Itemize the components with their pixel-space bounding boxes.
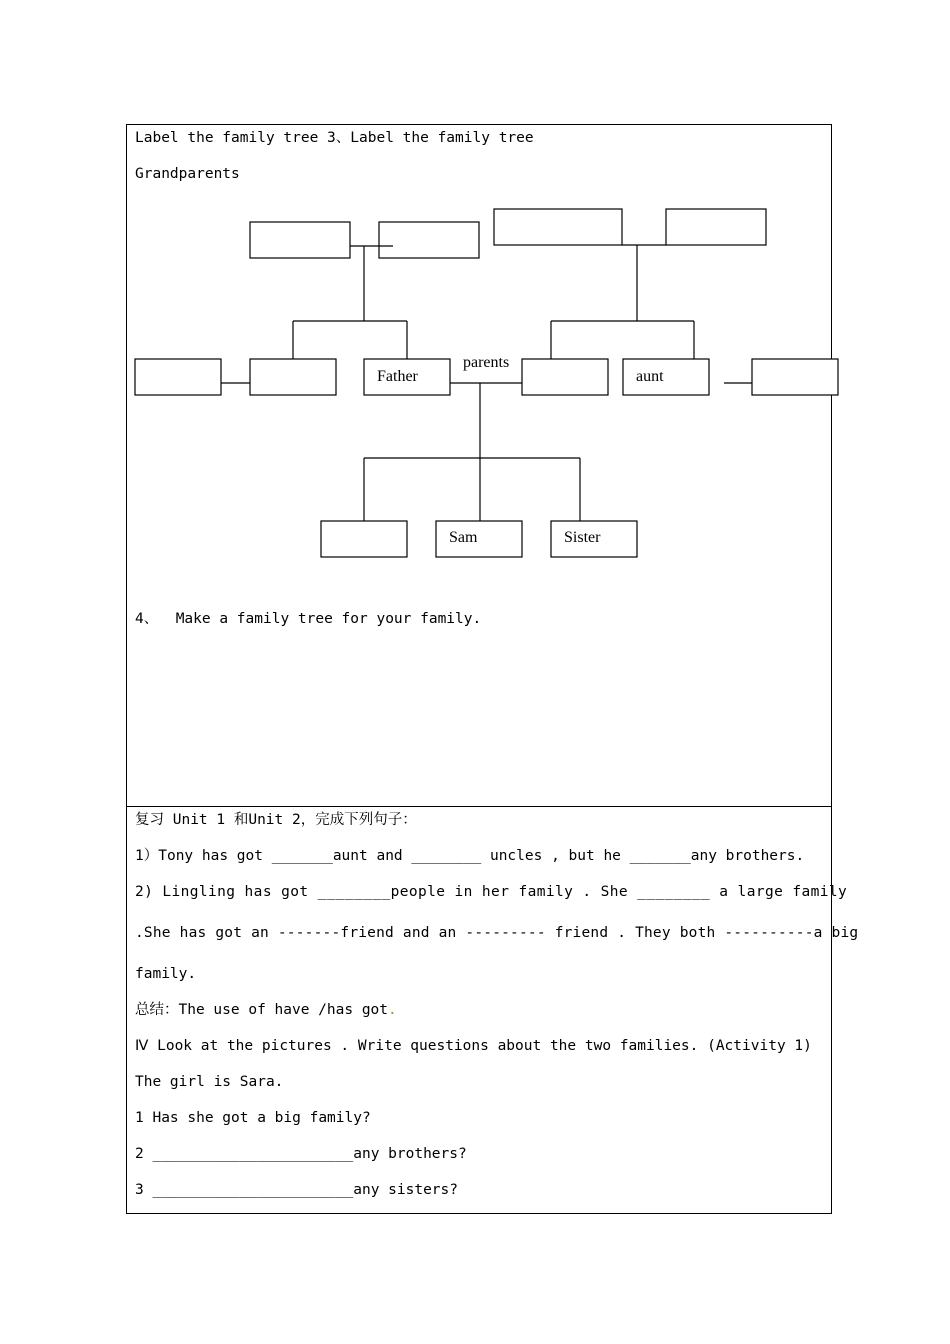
tree-box-grandparent-1[interactable] bbox=[250, 222, 350, 258]
exercise-line-4: family. bbox=[135, 966, 197, 982]
exercise-line-2: 2) Lingling has got ________people in her family . She ________ a large family bbox=[135, 884, 848, 900]
tree-box-uncle-spouse[interactable] bbox=[135, 359, 221, 395]
tree-connector-parents bbox=[364, 383, 580, 521]
girl-line: The girl is Sara. bbox=[135, 1074, 284, 1090]
activity-text-a: Ⅳ Look at the pictures . Write questions about the two bbox=[135, 1038, 620, 1054]
tree-box-grandparent-4[interactable] bbox=[666, 209, 766, 245]
question-2: 2 _______________________any brothers? bbox=[135, 1146, 467, 1162]
tree-label-father: Father bbox=[377, 368, 418, 385]
tree-box-grandparent-3[interactable] bbox=[494, 209, 622, 245]
tree-label-aunt: aunt bbox=[636, 368, 664, 385]
activity-instruction bbox=[135, 1037, 812, 1055]
tree-box-aunt-spouse[interactable] bbox=[752, 359, 838, 395]
tree-label-sister: Sister bbox=[564, 529, 601, 546]
edit-mark: . bbox=[388, 1002, 397, 1018]
activity-text-c: . (Activity 1) bbox=[689, 1038, 812, 1054]
activity-text-b: families bbox=[619, 1038, 690, 1054]
section2-heading: 复习 Unit 1 和Unit 2，完成下列句子： bbox=[135, 812, 417, 828]
tree-box-uncle[interactable] bbox=[250, 359, 336, 395]
tree-connector-right bbox=[551, 245, 694, 359]
tree-label-sam: Sam bbox=[449, 529, 478, 546]
tree-box-child-1[interactable] bbox=[321, 521, 407, 557]
grandparents-label: Grandparents bbox=[135, 166, 240, 182]
task-4-instruction: 4、 Make a family tree for your family. bbox=[135, 611, 482, 627]
exercise-line-1: 1）Tony has got _______aunt and ________ uncles , but he _______any brothers. bbox=[135, 848, 805, 864]
summary-line bbox=[135, 1001, 397, 1019]
family-tree-diagram bbox=[0, 0, 950, 600]
question-3: 3 _______________________any sisters? bbox=[135, 1182, 459, 1198]
summary-text: 总结：The use of have /has got bbox=[135, 1002, 389, 1018]
tree-label-parents: parents bbox=[463, 354, 510, 371]
section1-heading: Label the family tree 3、Label the family tree bbox=[135, 130, 534, 146]
tree-connector-left bbox=[293, 246, 407, 359]
question-1: 1 Has she got a big family? bbox=[135, 1110, 371, 1126]
tree-box-mother[interactable] bbox=[522, 359, 608, 395]
tree-box-grandparent-2[interactable] bbox=[379, 222, 479, 258]
table-row-divider bbox=[126, 806, 832, 807]
exercise-line-3: .She has got an -------friend and an --------- friend . They both ----------a big bbox=[135, 925, 859, 941]
